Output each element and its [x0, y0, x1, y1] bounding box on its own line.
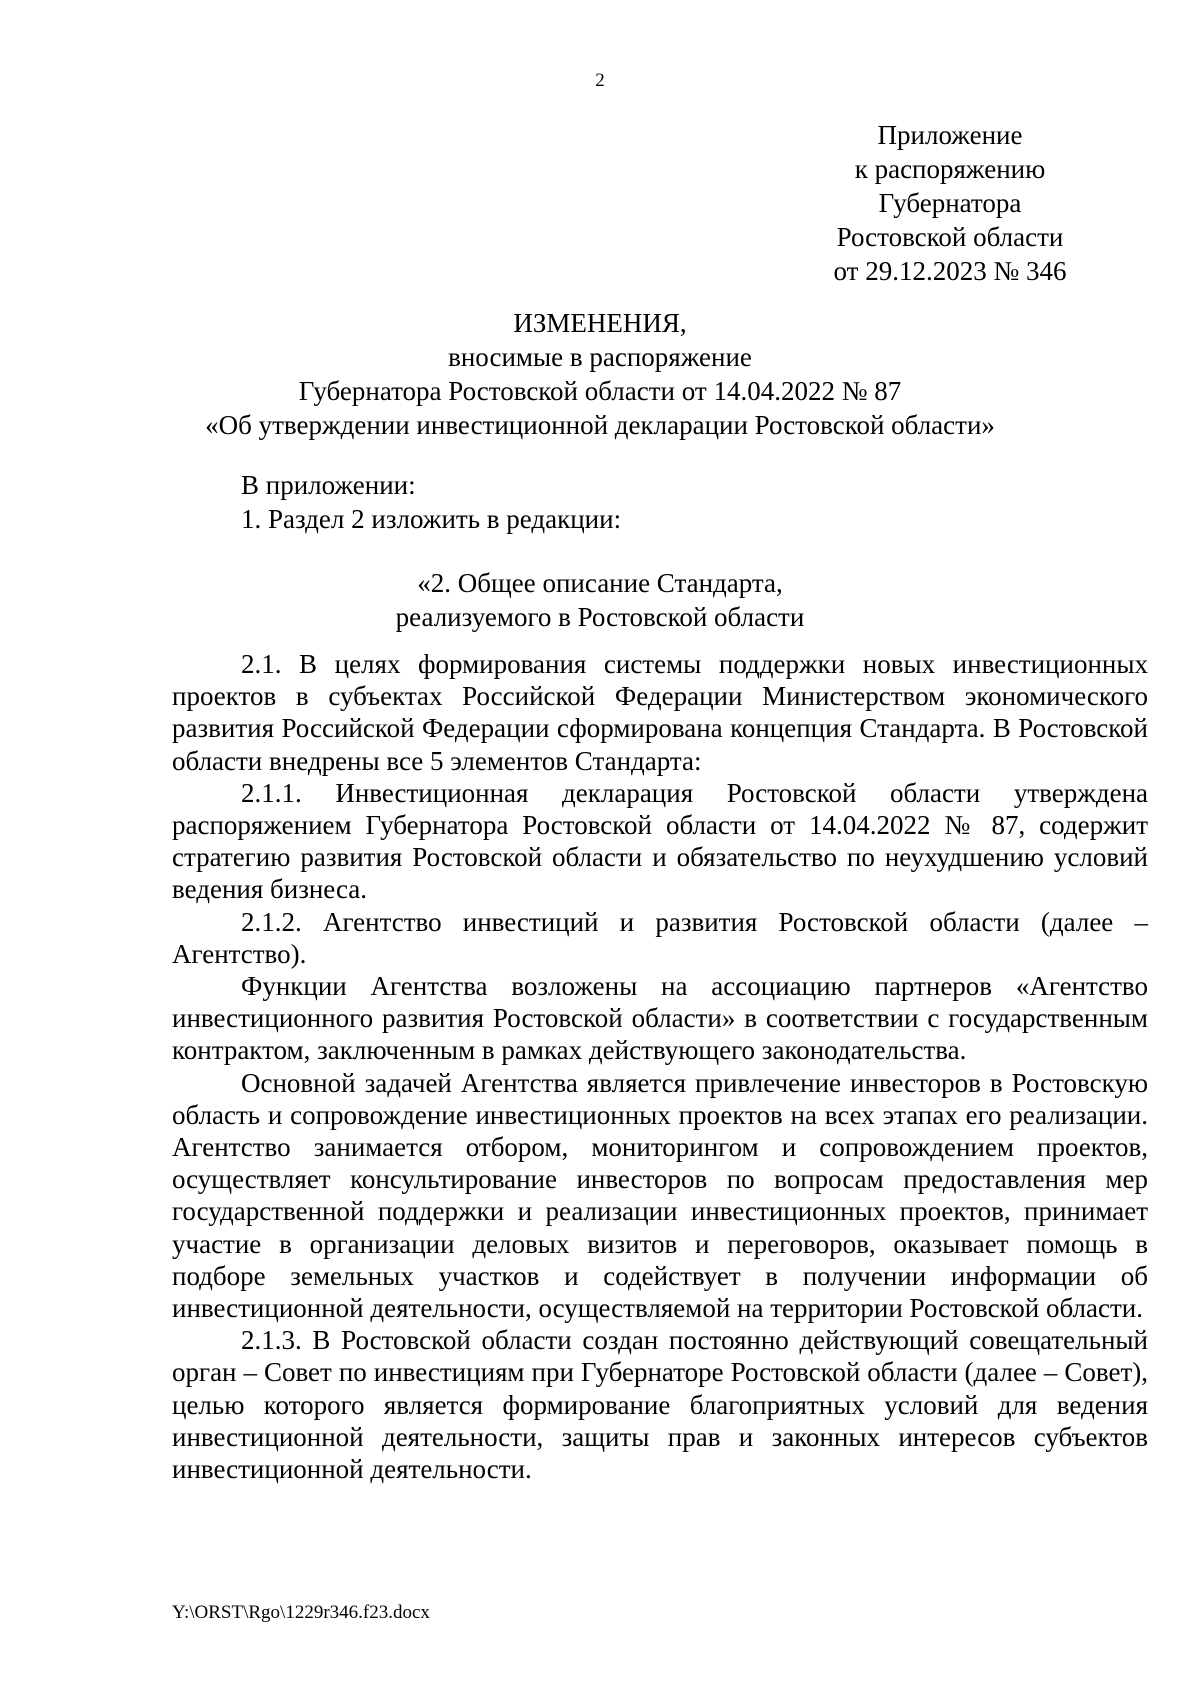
- approval-stamp-block: [780, 118, 1120, 288]
- approval-line: Ростовской области: [836, 222, 1064, 252]
- section-heading-line: реализуемого в Ростовской области: [395, 602, 805, 632]
- body-text: [172, 648, 1148, 1485]
- section-heading-line: «2. Общее описание Стандарта,: [417, 568, 783, 598]
- title-line: Губернатора Ростовской области от 14.04.2022 № 87: [298, 376, 902, 406]
- approval-line: от 29.12.2023 № 346: [833, 256, 1067, 286]
- paragraph-agency-tasks: Основной задачей Агентства является привлечение инвесторов в Ростовскую область и сопровождение инвестиционных проектов на всех этапах его реализации. Агентство занимается отбором, мониторингом и сопровождением проектов, осуществляет консультирование инвесторов по вопросам предоставления мер государственной поддержки и реализации инвестиционных проектов, принимает участие в организации деловых визитов и переговоров, оказывает помощь в подборе земельных участков и содействует в получении информации об инвестиционной деятельности, осуществляемой на территории Ростовской области.: [172, 1067, 1148, 1324]
- approval-line: Губернатора: [878, 188, 1022, 218]
- title-line: «Об утверждении инвестиционной декларации Ростовской области»: [205, 410, 995, 440]
- document-title: [0, 306, 1200, 442]
- approval-line: к распоряжению: [854, 154, 1046, 184]
- intro-line: 1. Раздел 2 изложить в редакции:: [241, 504, 622, 534]
- intro-block: [241, 468, 621, 536]
- footer-file-path: Y:\ORST\Rgo\1229r346.f23.docx: [172, 1602, 430, 1623]
- paragraph-2-1-2: 2.1.2. Агентство инвестиций и развития Ростовской области (далее – Агентство).: [172, 906, 1148, 969]
- paragraph-2-1-3: 2.1.3. В Ростовской области создан постоянно действующий совещательный орган – Совет по инвестициям при Губернаторе Ростовской области (далее – Совет), целью которого является формирование благоприятных условий для ведения инвестиционной деятельности, защиты прав и законных интересов субъектов инвестиционной деятельности.: [172, 1325, 1148, 1485]
- paragraph-agency-functions: Функции Агентства возложены на ассоциацию партнеров «Агентство инвестиционного развития Ростовской области» в соответствии с государственным контрактом, заключенным в рамках действующего законодательства.: [172, 971, 1148, 1066]
- paragraph-2-1: 2.1. В целях формирования системы поддержки новых инвестиционных проектов в субъектах Российской Федерации Министерством экономического развития Российской Федерации сформирована концепция Стандарта. В Ростовской области внедрены все 5 элементов Стандарта:: [172, 649, 1148, 776]
- section-heading: [0, 566, 1200, 634]
- approval-line: Приложение: [877, 120, 1023, 150]
- title-line: вносимые в распоряжение: [448, 342, 752, 372]
- title-line: ИЗМЕНЕНИЯ,: [513, 308, 687, 338]
- page-number: 2: [595, 70, 605, 91]
- intro-line: В приложении:: [241, 470, 416, 500]
- paragraph-2-1-1: 2.1.1. Инвестиционная декларация Ростовской области утверждена распоряжением Губернатора Ростовской области от 14.04.2022 № 87, содержит стратегию развития Ростовской области и обязательство по неухудшению условий ведения бизнеса.: [172, 777, 1148, 905]
